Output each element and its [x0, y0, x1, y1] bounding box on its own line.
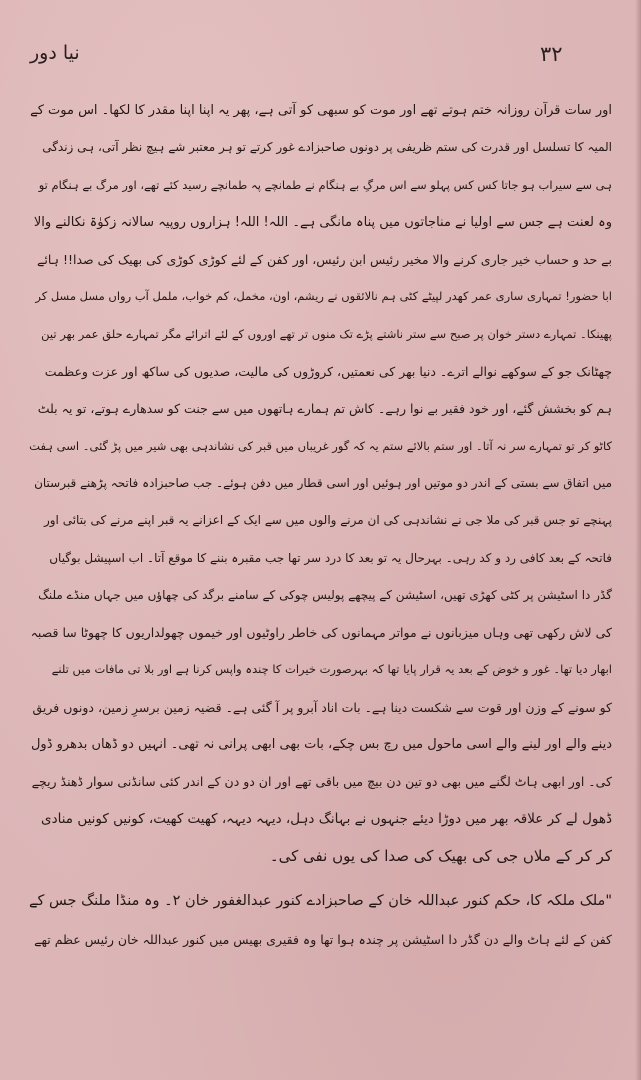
body-text — [28, 92, 612, 958]
quote-line: کفن کے لئے ہاٹ والے دن گڈر دا اسٹیشن پر چندہ ہوا تھا وہ فقیری بھیس میں کنور عبداللہ خان رئیس عظم تھے — [34, 931, 612, 947]
text-line: گڈر دا اسٹیشن پر کٹی کھڑی تھیں، اسٹیشن کے پیچھے پولیس چوکی کے سامنے برگد کی چھاؤں میں جہاں منڈے ملنگ — [38, 587, 612, 602]
text-line: ابھار دیا تھا۔ غور و خوض کے بعد یہ قرار پایا تھا کہ بہرصورت خیرات کا چندہ واپس کرنا ہے اور بلا تی مافات میں تلنے — [51, 662, 612, 677]
page-edge-shadow — [635, 0, 641, 1080]
quote-line: "ملک ملکہ کا، حکم کنور عبداللہ خان کے صاحبزادے کنور عبدالغفور خان ۲۔ وہ منڈا ملنگ جس کے — [29, 893, 612, 910]
text-line: پھینکا۔ تمہارے دستر خوان پر صبح سے ستر ناشتے پڑے تک منوں تر تھے اوروں کے لئے اترائے مگر تمہارے حلق عمر بھر تین — [41, 326, 612, 341]
text-line: میں اتفاق سے بستی کے اندر دو موتیں اور ہوئیں اور اسی قطار میں دفن ہوئے۔ جب صاحبزادہ فاتحہ پڑھنے قبرستان — [34, 475, 612, 490]
text-line: المیہ کا تسلسل اور قدرت کی ستم ظریفی پر دونوں صاحبزادے غور کرتے تو ہر معتبر شے ہیچ نظر آتی، ہی زندگی — [42, 140, 612, 155]
text-line: کر کر کے ملاں جی کی بھیک کی صدا کی یوں نفی کی۔ — [269, 846, 612, 865]
text-line: ڈھول لے کر علاقہ بھر میں دوڑا دیئے جنہوں نے بہانگ دہل، دیہہ دیہہ، کھیت کھیت، کونیں کونیں منادی — [41, 810, 612, 827]
text-line: ہم کو بخشش گئے، اور خود فقیر بے نوا رہے۔ کاش تم ہمارے ہاتھوں میں سے جنت کو سدھارے ہوتے، تو یہ بلٹ — [37, 401, 612, 417]
text-line: فاتحہ کے بعد کافی رد و کد رہی۔ بہرحال یہ تو بعد کا درد سر تھا جب مقبرہ بننے کا موقع آتا۔ اب اسپیشل بوگیاں — [49, 550, 612, 565]
text-line: ہی سے سیراب ہو جاتا کس کس پہلو سے اس مرگِ بے ہنگام نے طمانچے پہ طمانچے رسید کئے تھے، اور مرگ بے ہنگام تو — [38, 177, 612, 192]
text-line: کو سونے کے وزن اور قوت سے شکست دینا ہے۔ بات اناد آبرو پر آ گئی ہے۔ قضیہ زمین برسرِ زمین، دونوں فریق — [32, 699, 612, 715]
text-line: چھٹانک جو کے سوکھے نوالے اترے۔ دنیا بھر کی نعمتیں، کروڑوں کی مالیت، صدیوں کی ساکھ اور عزت وعظمت — [44, 364, 612, 380]
running-header: نیا دور — [30, 42, 80, 64]
text-line: اور سات قرآن روزانہ ختم ہوتے تھے اور موت کو سبھی کو آتی ہے، پھر یہ اپنا اپنا مقدر کا لکھا۔ اس موت کے — [30, 103, 612, 118]
page-number: ۳۲ — [540, 42, 563, 66]
text-line: بے حد و حساب خیر جاری کرنے والا مخیر رئیس ابن رئیس، اور کفن کے لئے کوڑی کوڑی کی بھیک کی صدا!! ہائے — [37, 252, 612, 268]
text-line: ابا حضور! تمہاری ساری عمر کھدر لپیٹے کٹی ہم نالائقوں نے ریشم، اون، مخمل، کم خواب، ململ آب رواں مسل مسل کر — [35, 289, 612, 304]
text-line: وہ لعنت ہے جس سے اولیا نے مناجاتوں میں پناہ مانگی ہے۔ اللہ! اللہ! ہزاروں روپیہ سالانہ زکوٰۃ نکالنے والا — [33, 214, 612, 230]
text-line: کی۔ اور ابھی ہاٹ لگنے میں بھی دو تین دن بیچ میں باقی تھے اور ان دو دن کے اندر کئی سانڈنی سوار ڈھنڈ ریچے — [31, 774, 612, 790]
paragraph-gap — [28, 875, 612, 883]
text-line: دینے والے اور لینے والے اسی ماحول میں رچ بس چکے، بات بھی ابھی پرانی نہ تھی۔ انہیں دو ڈھاں بدھرو ڈول — [30, 737, 612, 753]
text-line: کاٹو کر تو تمہارے سر نہ آتا۔ اور ستم بالائے ستم یہ کہ گور غریباں میں قبر کی نشاندہی بھی شیر میں پڑ گئی۔ اسی ہفت — [29, 438, 612, 453]
text-line: کی لاش رکھی تھی وہاں میزبانوں نے مواتر مہمانوں کی خاطر راوٹیوں اور خیموں چھولداریوں کا چھوٹا سا قصبہ — [30, 625, 612, 641]
text-line: پہنچے تو جس قبر کی ملا جی نے نشاندہی کی ان مرنے والوں میں سے ایک کے اعزانے یہ قبر اپنے مرنے کی بتائی اور — [43, 513, 612, 528]
